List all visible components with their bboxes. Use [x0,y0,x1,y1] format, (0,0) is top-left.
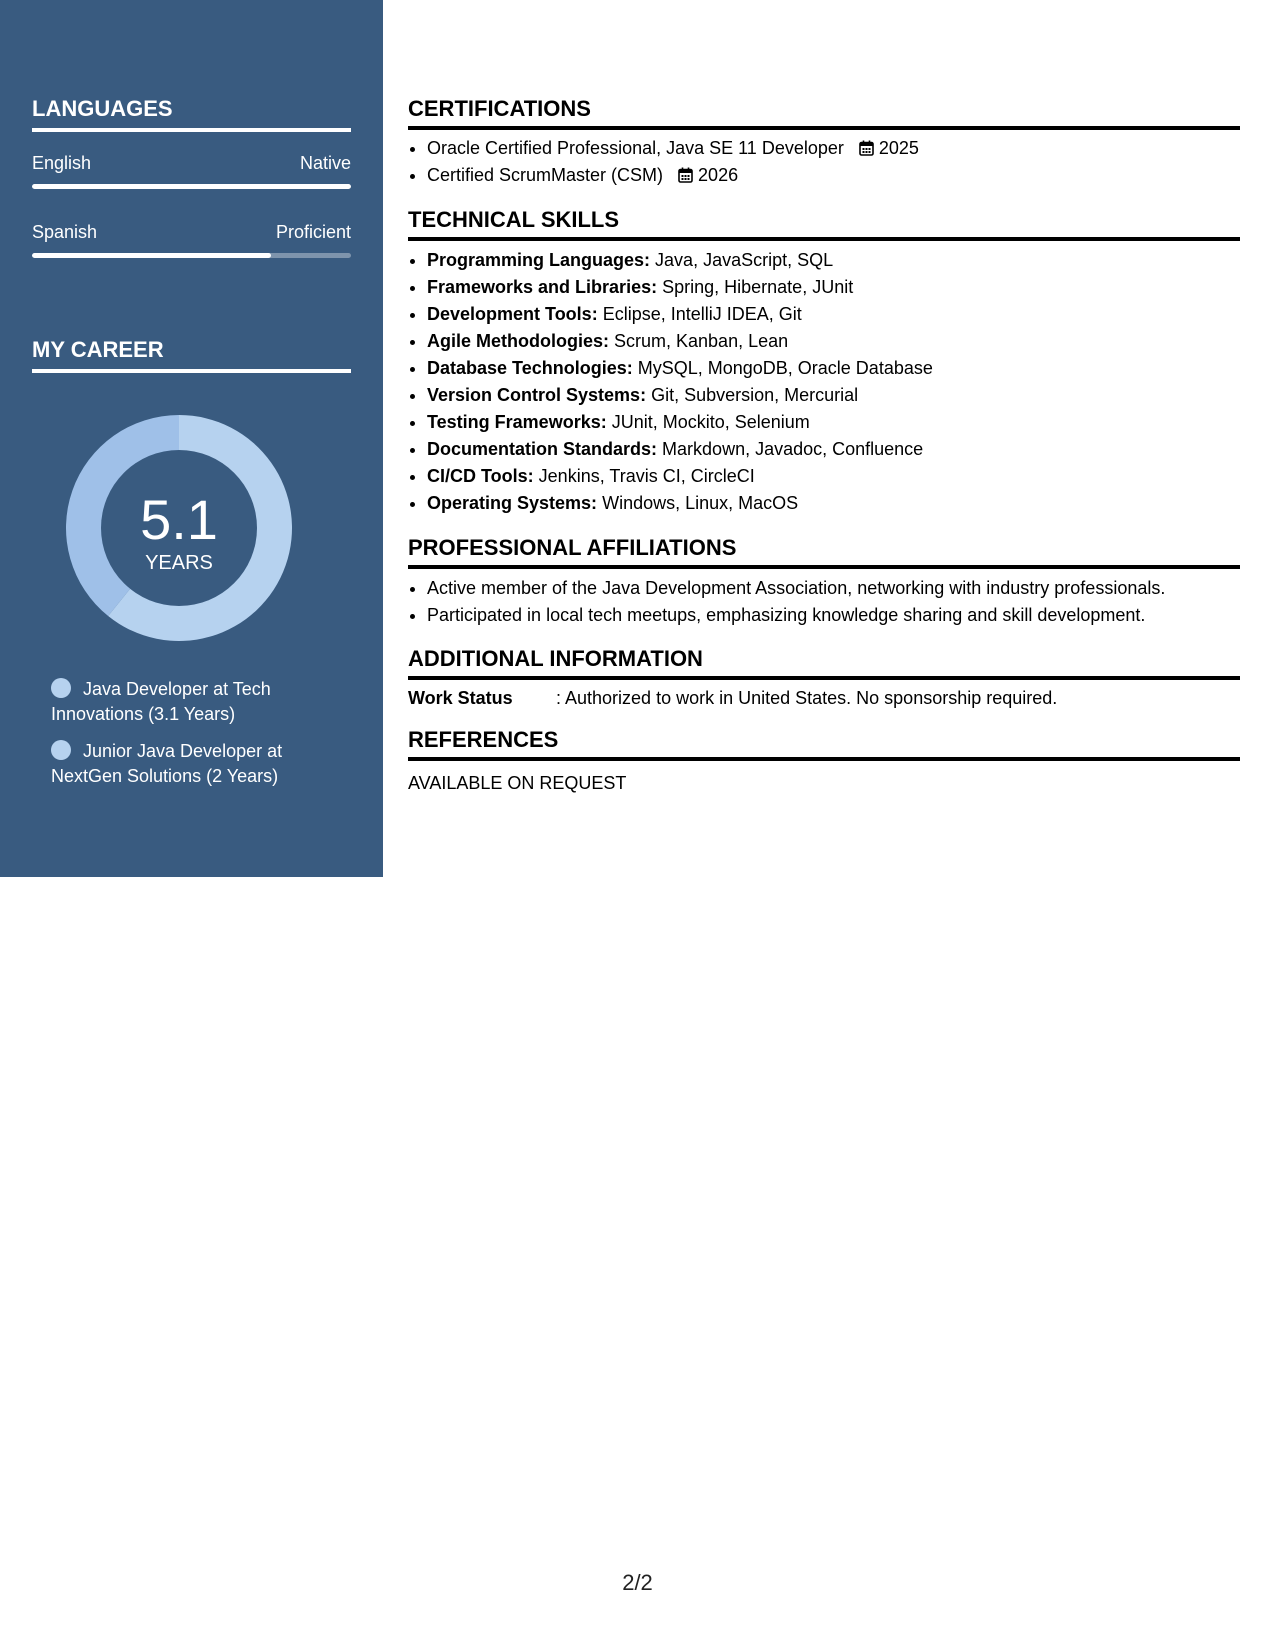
skill-item [427,382,933,409]
work-status-value: : Authorized to work in United States. No sponsorship required. [556,688,1058,708]
language-bar-fill [32,184,351,189]
skill-label: Documentation Standards: [427,439,658,459]
certification-year: 2026 [698,165,739,185]
certification-item [427,162,919,189]
additional-info-title: ADDITIONAL INFORMATION [408,646,1240,680]
affiliations-title: PROFESSIONAL AFFILIATIONS [408,535,1240,569]
skill-value: Markdown, Javadoc, Confluence [662,439,924,459]
skill-value: JUnit, Mockito, Selenium [611,412,810,432]
skill-label: Version Control Systems: [427,385,647,405]
affiliation-item: • Active member of the Java Development Association, networking with industry professionals. [427,575,1165,602]
references-text: AVAILABLE ON REQUEST [408,773,627,793]
calendar-icon [678,167,693,183]
skill-label: Agile Methodologies: [427,331,609,351]
skill-label: Frameworks and Libraries: [427,277,658,297]
references-title: REFERENCES [408,727,1240,761]
language-name: English [32,153,92,173]
work-status-label: Work Status [408,688,513,708]
work-status-row [408,686,1057,710]
skill-value: Spring, Hibernate, JUnit [662,277,854,297]
skill-item [427,409,933,436]
language-row-spanish [32,221,351,243]
language-level: Native [299,153,351,173]
sidebar [0,0,383,877]
language-level: Proficient [275,222,351,242]
career-item [51,677,351,727]
skill-label: Testing Frameworks: [427,412,607,432]
certifications-list [408,135,919,189]
language-bar-spanish [32,253,351,258]
certifications-title: CERTIFICATIONS [408,96,1240,130]
skill-value: Scrum, Kanban, Lean [614,331,789,351]
skill-value: MySQL, MongoDB, Oracle Database [637,358,933,378]
page-number: 2/2 [622,1570,653,1595]
affiliation-item: • Participated in local tech meetups, emphasizing knowledge sharing and skill development. [427,602,1165,629]
skill-value: Jenkins, Travis CI, CircleCI [538,466,755,486]
skill-value: Java, JavaScript, SQL [655,250,834,270]
career-item [51,739,351,789]
certification-name: Certified ScrumMaster (CSM) [427,165,664,185]
languages-title: LANGUAGES [32,96,351,132]
language-name: Spanish [32,222,98,242]
language-bar-english [32,184,351,189]
calendar-icon [859,140,874,156]
skill-item [427,247,933,274]
affiliations-list [408,575,1165,629]
skill-label: Database Technologies: [427,358,633,378]
career-title: MY CAREER [32,337,351,373]
skill-value: Eclipse, IntelliJ IDEA, Git [602,304,802,324]
certification-item [427,135,919,162]
skill-value: Git, Subversion, Mercurial [651,385,859,405]
career-dot-icon [51,678,71,698]
skill-label: Development Tools: [427,304,598,324]
technical-skills-list [408,247,933,517]
language-bar-fill [32,253,271,258]
skill-item [427,274,933,301]
career-donut-chart [66,415,292,641]
career-item-label: Java Developer at Tech Innovations (3.1 Years) [51,679,271,724]
career-total-unit: YEARS [145,552,213,574]
skill-item [427,463,933,490]
career-item-label: Junior Java Developer at NextGen Solutions (2 Years) [51,741,283,786]
career-total-value: 5.1 [140,488,218,551]
language-row-english [32,152,351,174]
skill-item [427,301,933,328]
career-dot-icon [51,740,71,760]
certification-year: 2025 [878,138,919,158]
skill-label: Operating Systems: [427,493,598,513]
skill-item [427,355,933,382]
certification-name: Oracle Certified Professional, Java SE 11 Developer [427,138,844,158]
skill-item [427,490,933,517]
skill-label: CI/CD Tools: [427,466,534,486]
skill-label: Programming Languages: [427,250,651,270]
skill-value: Windows, Linux, MacOS [602,493,799,513]
skill-item [427,436,933,463]
skill-item [427,328,933,355]
technical-skills-title: TECHNICAL SKILLS [408,207,1240,241]
